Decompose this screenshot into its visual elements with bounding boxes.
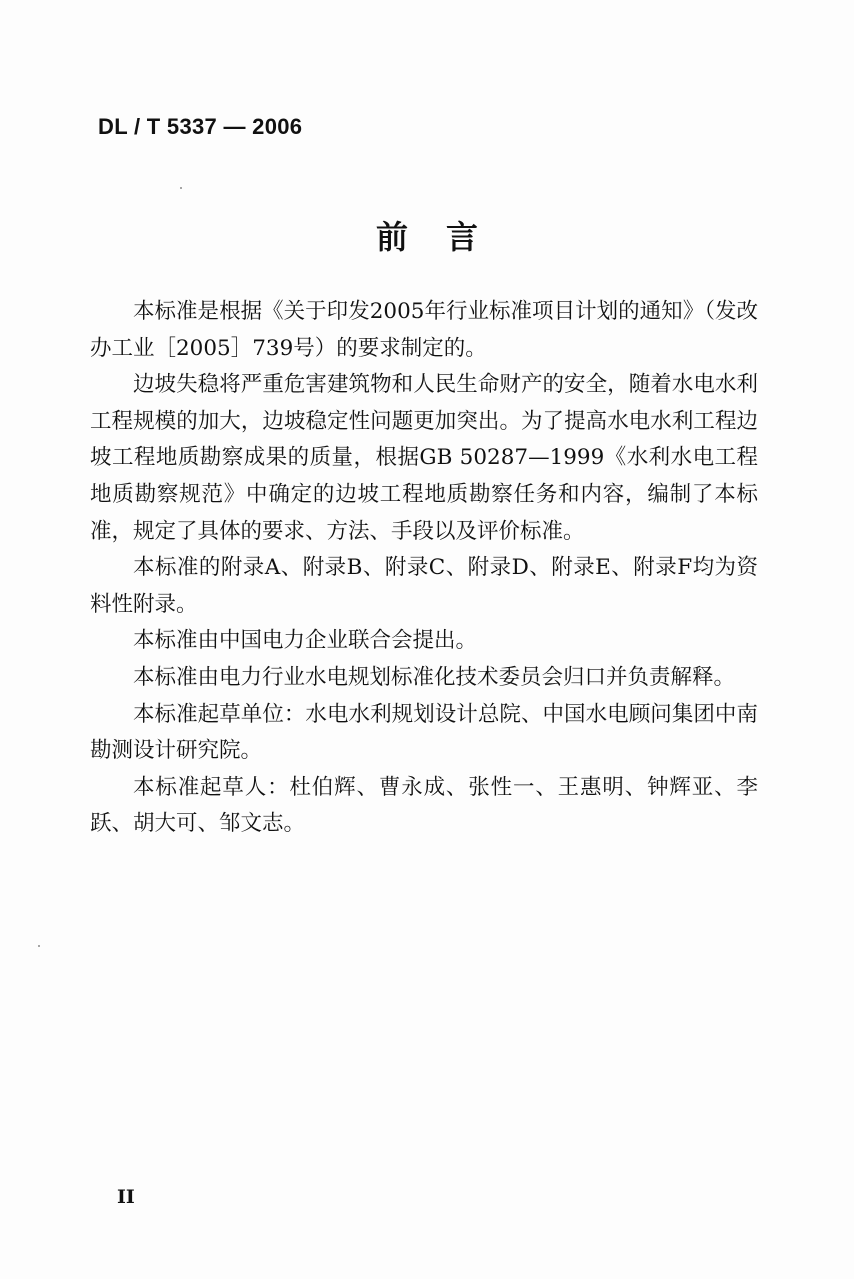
paragraph-interpretation: 本标准由电力行业水电规划标准化技术委员会归口并负责解释。 — [133, 664, 736, 690]
paragraph-appendices: 本标准的附录A、附录B、附录C、附录D、附录E、附录F均为资料性附录。 — [90, 555, 758, 617]
page-number: II — [117, 1186, 135, 1208]
scan-speck — [180, 187, 182, 189]
paragraph-proposer: 本标准由中国电力企业联合会提出。 — [133, 628, 478, 654]
paragraph-background: 边坡失稳将严重危害建筑物和人民生命财产的安全，随着水电水利工程规模的加大，边坡稳定性问题更加突出。为了提高水电水利工程边坡工程地质勘察成果的质量，根据GB 50287—1999《水利水电工程地质勘察规范》中确定的边坡工程地质勘察任务和内容，编制了本标准，规定了具体的要求、方法、手段以及评价标准。 — [90, 372, 758, 544]
standard-code: DL / T 5337 — 2006 — [98, 114, 303, 139]
scan-speck — [38, 945, 40, 947]
preface-body — [90, 294, 758, 843]
paragraph-basis: 本标准是根据《关于印发2005年行业标准项目计划的通知》（发改办工业［2005］739号）的要求制定的。 — [90, 299, 758, 361]
paragraph-drafters: 本标准起草人：杜伯辉、曹永成、张性一、王惠明、钟辉亚、李跃、胡大可、邹文志。 — [90, 774, 758, 837]
page-title: 前言 — [375, 218, 516, 256]
paragraph-drafting-units: 本标准起草单位：水电水利规划设计总院、中国水电顾问集团中南勘测设计研究院。 — [90, 701, 758, 764]
